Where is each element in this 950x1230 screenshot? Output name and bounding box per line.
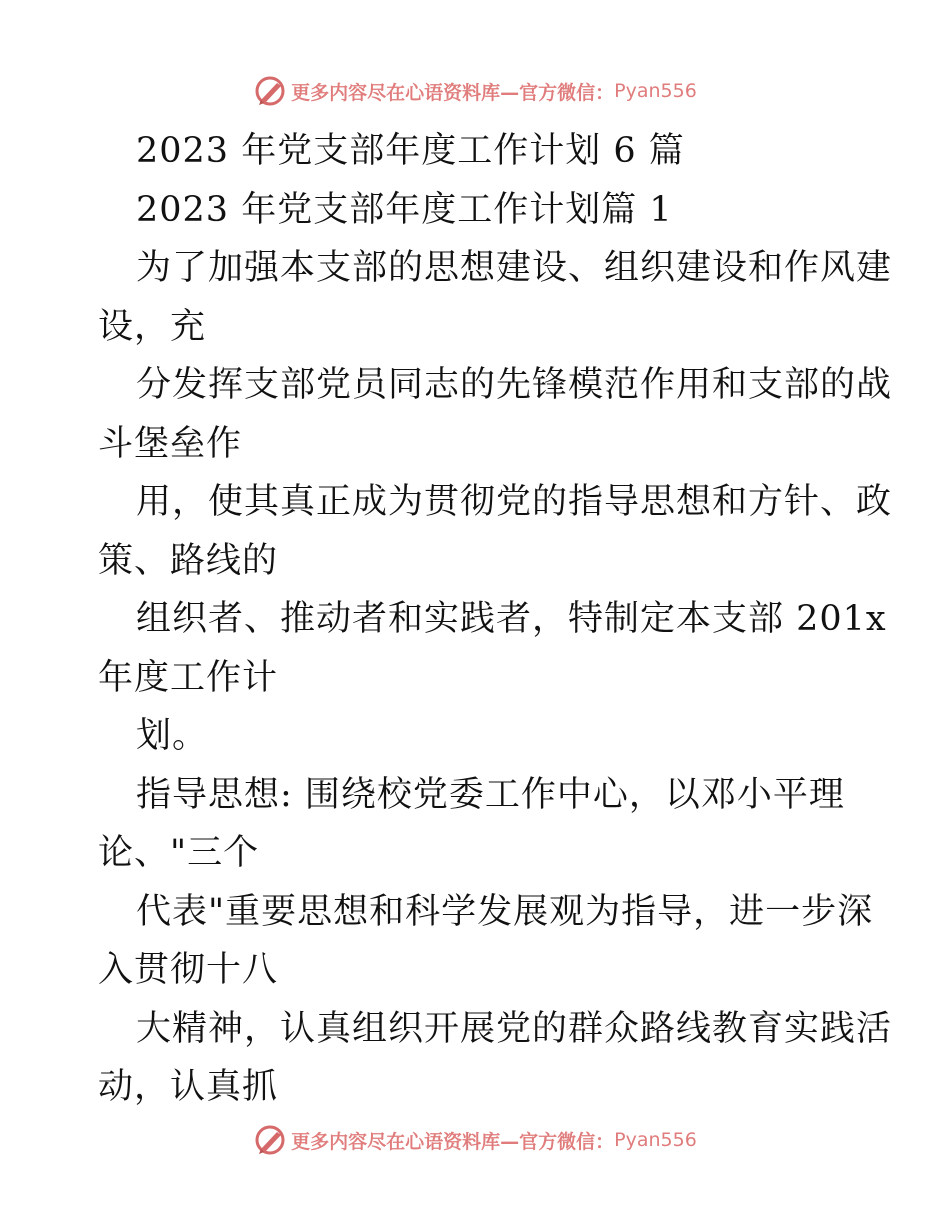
text-line: 组织者、推动者和实践者，特制定本支部 201x bbox=[136, 599, 887, 639]
text-line: 用，使其真正成为贯彻党的指导思想和方针、政 bbox=[136, 482, 893, 522]
text-line: 2023 年党支部年度工作计划篇 1 bbox=[136, 189, 673, 230]
text-line: 动，认真抓 bbox=[98, 1067, 279, 1107]
text-line: 代表"重要思想和科学发展观为指导，进一步深 bbox=[136, 891, 874, 932]
text-line: 指导思想: 围绕校党委工作中心，以邓小平理 bbox=[136, 774, 845, 815]
text-line: 年度工作计 bbox=[98, 657, 279, 698]
text-line: 斗堡垒作 bbox=[98, 423, 243, 464]
text-line: 论、"三个 bbox=[98, 833, 260, 873]
document-body bbox=[98, 122, 893, 1117]
text-line: 入贯彻十八 bbox=[98, 950, 279, 990]
banner-wechat-id: Pyan556 bbox=[614, 80, 697, 102]
banner-text: 更多内容尽在心语资料库—官方微信： bbox=[291, 1130, 615, 1153]
text-line: 2023 年党支部年度工作计划 6 篇 bbox=[136, 131, 685, 171]
text-line: 设，充 bbox=[98, 306, 207, 347]
text-line: 分发挥支部党员同志的先锋模范作用和支部的战 bbox=[136, 365, 893, 405]
text-line: 划。 bbox=[136, 716, 209, 756]
pen-logo-icon bbox=[253, 1123, 287, 1157]
banner-text: 更多内容尽在心语资料库—官方微信： bbox=[291, 81, 615, 104]
footer-banner bbox=[0, 1120, 950, 1160]
text-line: 策、路线的 bbox=[98, 540, 279, 581]
text-line: 为了加强本支部的思想建设、组织建设和作风建 bbox=[136, 248, 893, 288]
banner-wechat-id: Pyan556 bbox=[614, 1129, 697, 1151]
pen-logo-icon bbox=[253, 74, 287, 108]
header-banner bbox=[0, 71, 950, 111]
text-line: 大精神，认真组织开展党的群众路线教育实践活 bbox=[136, 1008, 893, 1049]
